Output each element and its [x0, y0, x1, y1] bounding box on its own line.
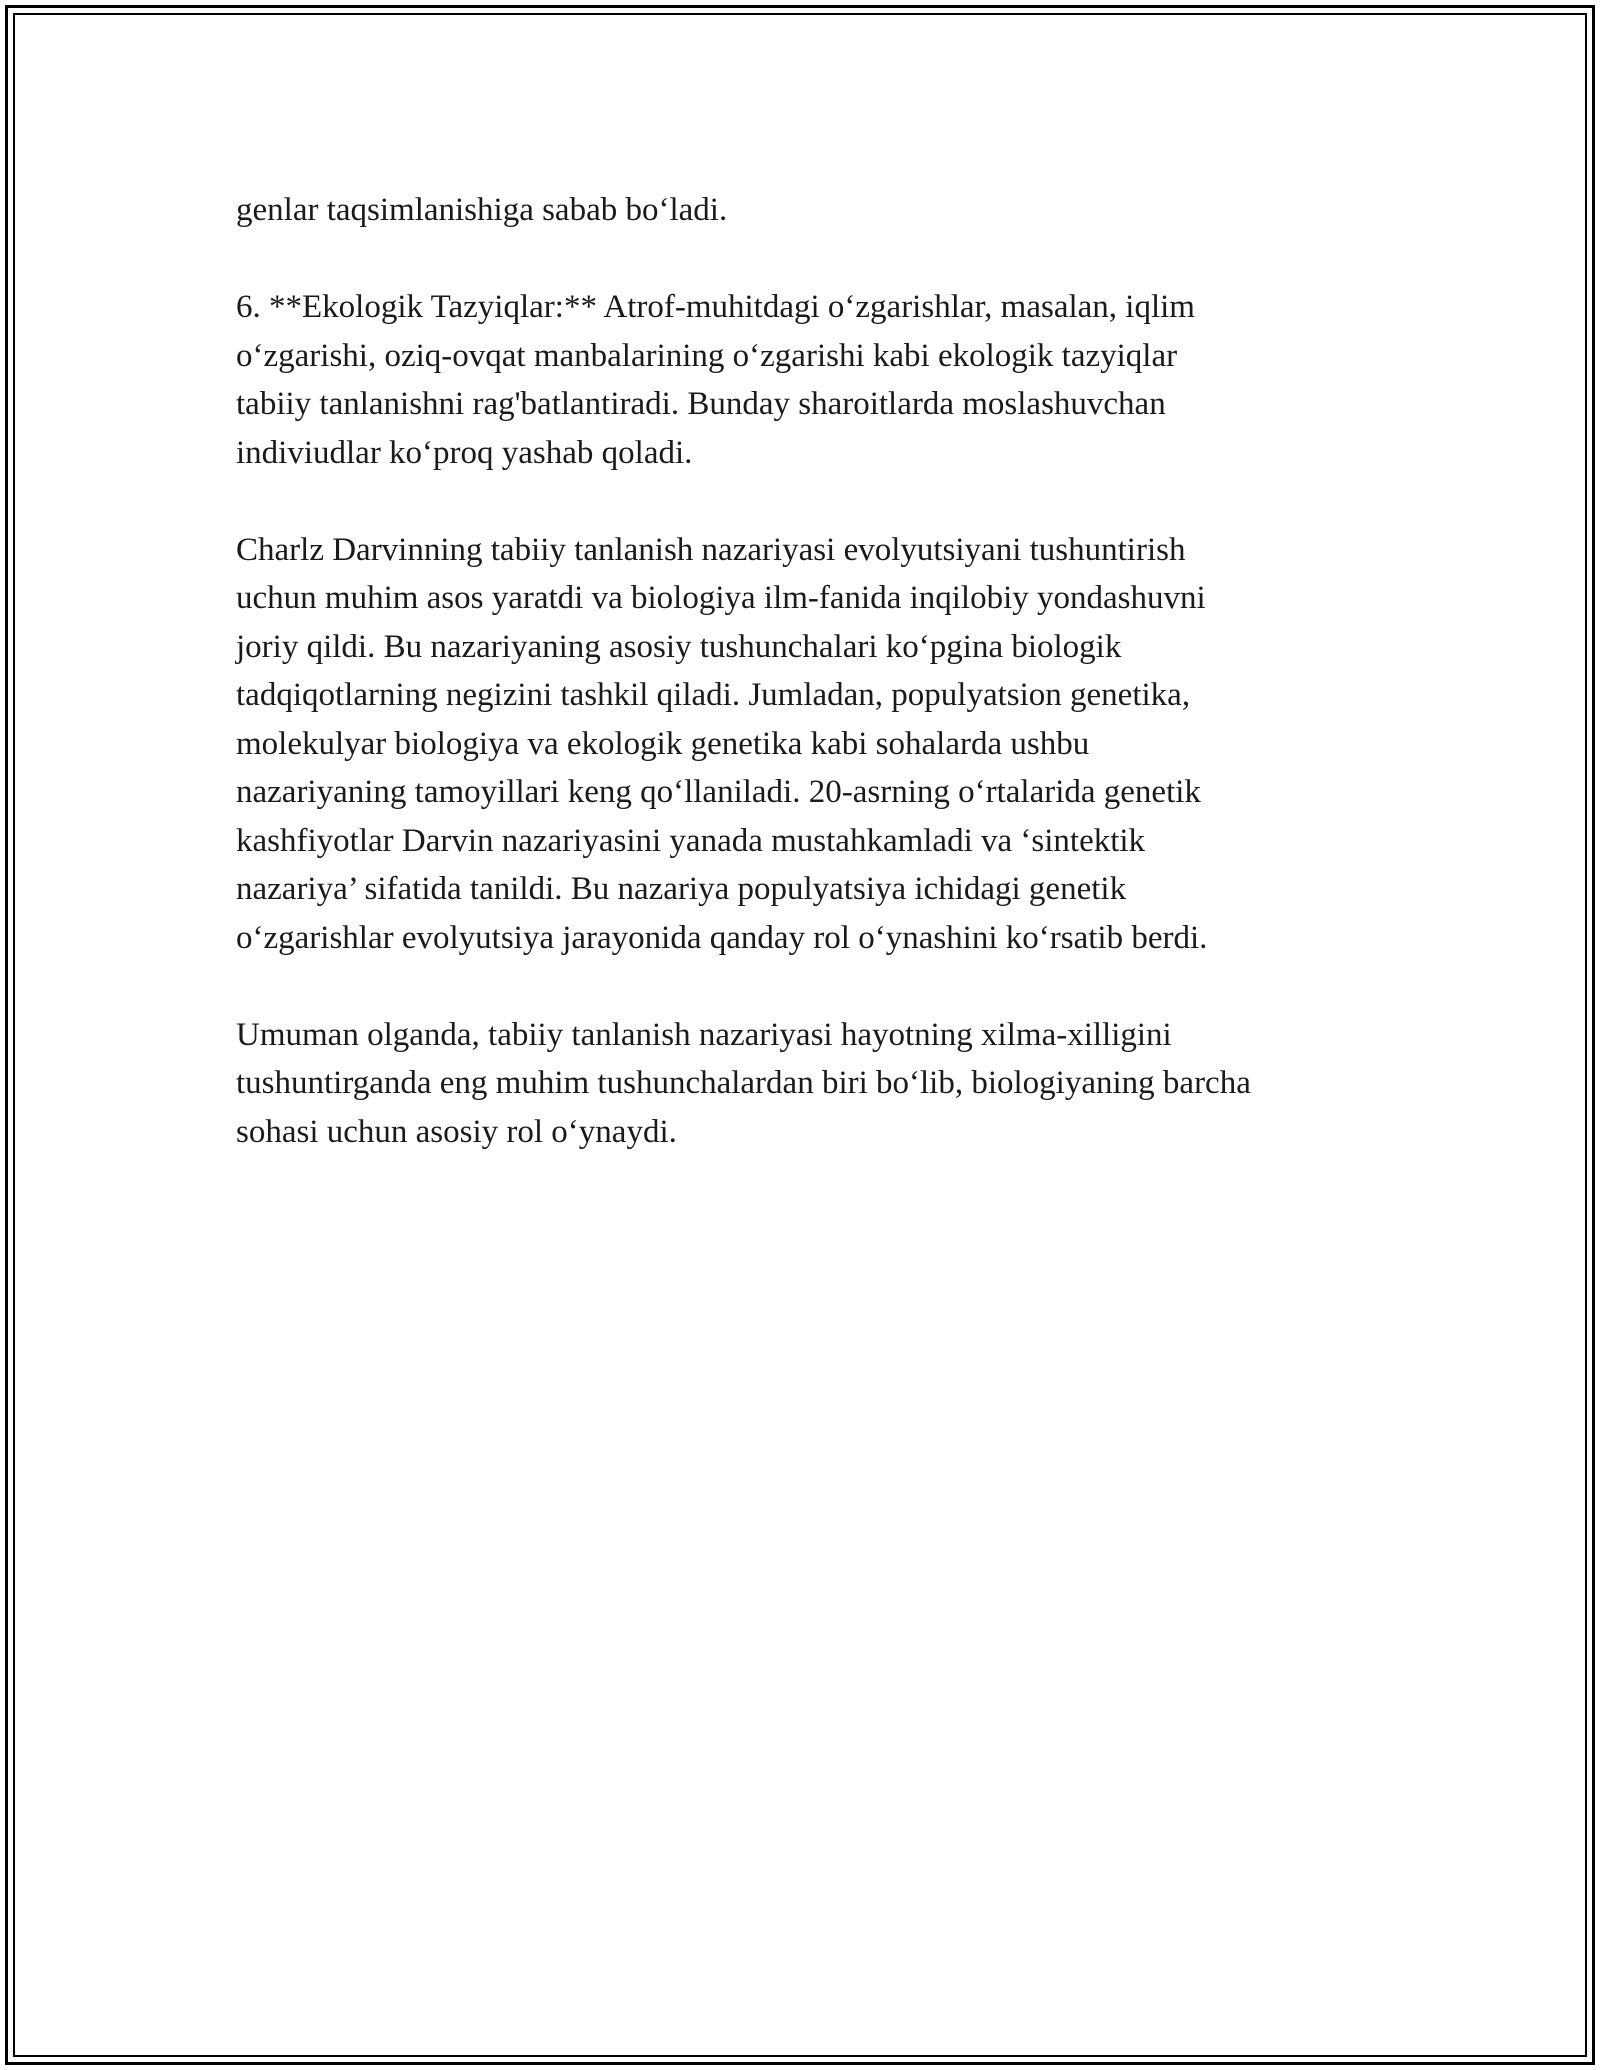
paragraph-ecological-pressures: 6. **Ekologik Tazyiqlar:** Atrof-muhitdagi o‘zgarishlar, masalan, iqlim o‘zgarishi, oziq-ovqat manbalarining o‘zgarishi kabi ekologik tazyiqlar tabiiy tanlanishni rag'batlantiradi. Bunday sharoitlarda moslashuvchan indiviudlar ko‘proq yashab qoladi.: [236, 289, 1195, 471]
document-body: [236, 186, 1386, 1205]
paragraph-darwin-theory: Charlz Darvinning tabiiy tanlanish nazariyasi evolyutsiyani tushuntirish uchun muhim asos yaratdi va biologiya ilm-fanida inqilobiy yondashuvni joriy qildi. Bu nazariyaning asosiy tushunchalari ko‘pgina biologik tadqiqotlarning negizini tashkil qiladi. Jumladan, populyatsion genetika, molekulyar biologiya va ekologik genetika kabi sohalarda ushbu nazariyaning tamoyillari keng qo‘llaniladi. 20-asrning o‘rtalarida genetik kashfiyotlar Darvin nazariyasini yanada mustahkamladi va ‘sintektik nazariya’ sifatida tanildi. Bu nazariya populyatsiya ichidagi genetik o‘zgarishlar evolyutsiya jarayonida qanday rol o‘ynashini ko‘rsatib berdi.: [236, 531, 1208, 956]
paragraph-conclusion: Umuman olganda, tabiiy tanlanish nazariyasi hayotning xilma-xilligini tushuntirganda eng muhim tushunchalardan biri bo‘lib, biologiyaning barcha sohasi uchun asosiy rol o‘ynaydi.: [236, 1016, 1251, 1150]
paragraph-continuation: genlar taqsimlanishiga sabab bo‘ladi.: [236, 192, 728, 228]
